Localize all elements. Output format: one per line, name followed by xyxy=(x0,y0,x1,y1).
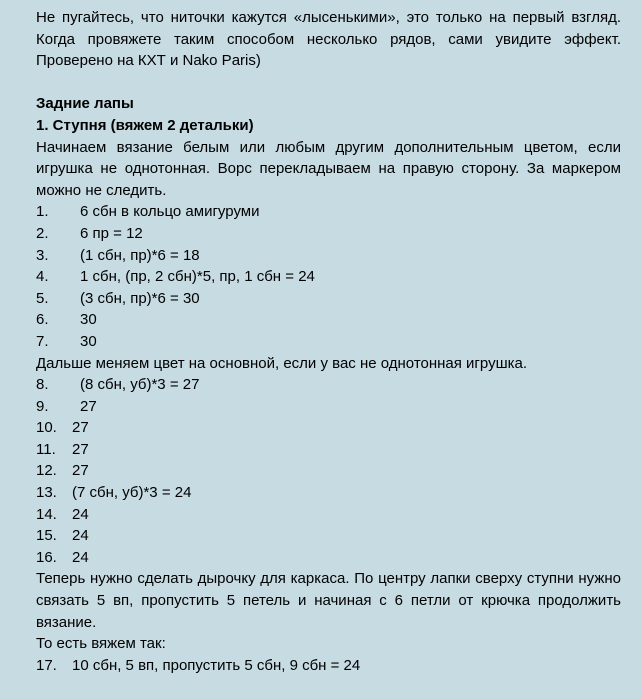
section-title: Задние лапы xyxy=(36,95,134,113)
row-text: 30 xyxy=(80,332,97,350)
row-number: 16. xyxy=(36,548,57,566)
pattern-row xyxy=(36,266,621,288)
row-number: 13. xyxy=(36,484,57,502)
row-number: 15. xyxy=(36,527,57,545)
row-text: 27 xyxy=(72,462,89,480)
pattern-row xyxy=(36,439,621,461)
pattern-row xyxy=(36,482,621,504)
pattern-row xyxy=(36,288,621,310)
instruction-paragraph-2: Дальше меняем цвет на основной, если у вас не однотонная игрушка. xyxy=(36,354,528,372)
row-number: 7. xyxy=(36,332,49,350)
row-text: 1 сбн, (пр, 2 сбн)*5, пр, 1 сбн = 24 xyxy=(80,268,315,286)
row-number: 2. xyxy=(36,224,49,242)
row-text: 6 сбн в кольцо амигуруми xyxy=(80,203,260,221)
pattern-row xyxy=(36,417,621,439)
intro-paragraph: Не пугайтесь, что ниточки кажутся «лысенькими», это только на первый взгляд. Когда провяжете таким способом несколько рядов, сами увидите эффект. Проверено на КХТ и Nako Paris) xyxy=(36,9,621,70)
row-text: (8 сбн, уб)*3 = 27 xyxy=(80,376,200,394)
row-text: 24 xyxy=(72,505,89,523)
pattern-row xyxy=(36,525,621,547)
pattern-row xyxy=(36,309,621,331)
instruction-paragraph-3: Теперь нужно сделать дырочку для каркаса. По центру лапки сверху ступни нужно связать 5 вп, пропустить 5 петель и начиная с 6 петли от крючка продолжить вязание. xyxy=(36,570,621,631)
row-text: 6 пр = 12 xyxy=(80,224,143,242)
row-number: 8. xyxy=(36,376,49,394)
pattern-row xyxy=(36,655,621,677)
row-number: 12. xyxy=(36,462,57,480)
row-text: 10 сбн, 5 вп, пропустить 5 сбн, 9 сбн = 24 xyxy=(72,656,361,674)
row-text: (7 сбн, уб)*3 = 24 xyxy=(72,484,192,502)
row-text: 27 xyxy=(72,440,89,458)
row-number: 3. xyxy=(36,246,49,264)
row-number: 6. xyxy=(36,311,49,329)
instruction-paragraph-4: То есть вяжем так: xyxy=(36,635,166,653)
row-text: 30 xyxy=(80,311,97,329)
row-text: 27 xyxy=(80,397,97,415)
row-number: 14. xyxy=(36,505,57,523)
row-number: 10. xyxy=(36,419,57,437)
pattern-row xyxy=(36,245,621,267)
pattern-row xyxy=(36,547,621,569)
instruction-paragraph-1: Начинаем вязание белым или любым другим дополнительным цветом, если игрушка не однотонная. Ворс перекладываем на правую сторону. За маркером можно не следить. xyxy=(36,138,621,199)
pattern-row xyxy=(36,331,621,353)
pattern-row xyxy=(36,504,621,526)
spacer xyxy=(36,72,621,94)
row-number: 11. xyxy=(36,440,56,458)
pattern-row xyxy=(36,396,621,418)
pattern-row xyxy=(36,374,621,396)
row-text: (3 сбн, пр)*6 = 30 xyxy=(80,289,200,307)
row-number: 4. xyxy=(36,268,49,286)
row-text: 24 xyxy=(72,527,89,545)
row-number: 17. xyxy=(36,656,57,674)
row-number: 1. xyxy=(36,203,49,221)
subsection-title: 1. Ступня (вяжем 2 детальки) xyxy=(36,116,254,134)
pattern-row xyxy=(36,223,621,245)
pattern-row xyxy=(36,460,621,482)
row-number: 5. xyxy=(36,289,49,307)
row-number: 9. xyxy=(36,397,49,415)
row-text: (1 сбн, пр)*6 = 18 xyxy=(80,246,200,264)
row-text: 27 xyxy=(72,419,89,437)
row-text: 24 xyxy=(72,548,89,566)
pattern-row xyxy=(36,201,621,223)
